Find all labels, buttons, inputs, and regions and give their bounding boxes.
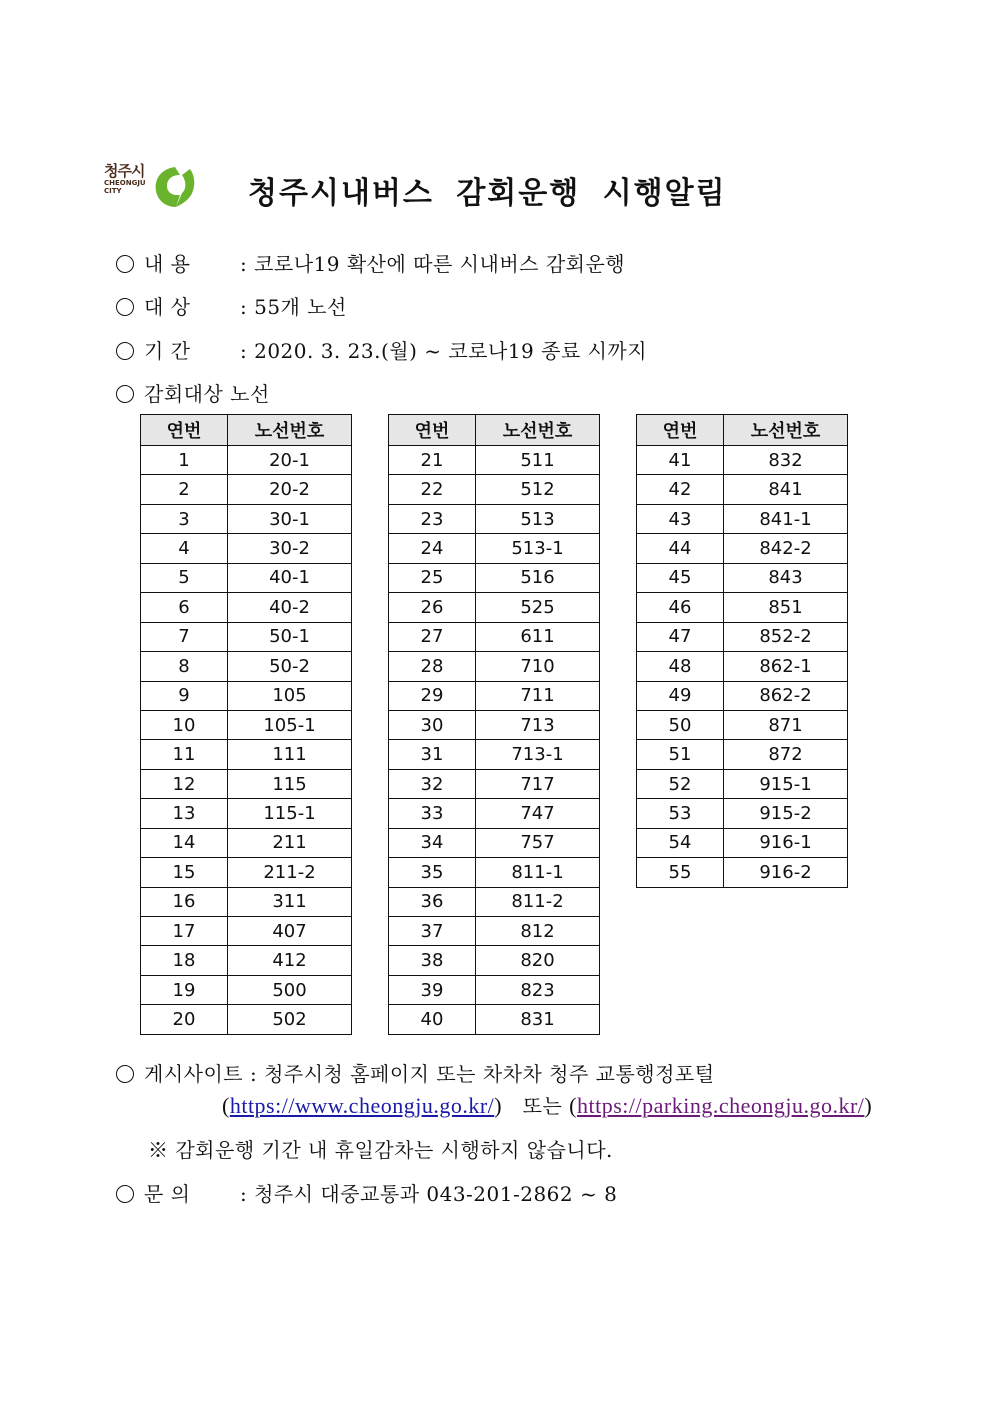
route-seq: 54 — [637, 828, 724, 857]
route-number: 757 — [476, 828, 600, 857]
route-number: 915-2 — [724, 799, 848, 828]
table-row — [637, 652, 848, 681]
table-row — [637, 446, 848, 475]
route-seq: 7 — [141, 622, 228, 651]
route-number: 823 — [476, 975, 600, 1004]
info-label: 대 상 — [144, 295, 191, 319]
route-number: 40-1 — [228, 563, 352, 592]
route-seq: 34 — [389, 828, 476, 857]
table-row — [389, 534, 600, 563]
route-number: 30-2 — [228, 534, 352, 563]
route-seq: 17 — [141, 917, 228, 946]
table-row — [637, 858, 848, 887]
route-seq: 32 — [389, 769, 476, 798]
header-route: 노선번호 — [228, 415, 352, 446]
table-row — [141, 710, 352, 739]
table-row — [141, 946, 352, 975]
route-number: 30-1 — [228, 504, 352, 533]
page-title: 청주시내버스 감회운행 시행알림 — [248, 176, 727, 211]
route-seq: 52 — [637, 769, 724, 798]
route-seq: 40 — [389, 1005, 476, 1034]
route-seq: 9 — [141, 681, 228, 710]
table-row — [637, 534, 848, 563]
route-number: 811-1 — [476, 858, 600, 887]
parking-portal-link[interactable]: https://parking.cheongju.go.kr/ — [577, 1093, 865, 1118]
route-number: 747 — [476, 799, 600, 828]
route-seq: 51 — [637, 740, 724, 769]
info-line-routes — [116, 378, 270, 407]
info-value: : 2020. 3. 23.(월) ~ 코로나19 종료 시까지 — [240, 339, 648, 363]
route-seq: 21 — [389, 446, 476, 475]
table-row — [141, 475, 352, 504]
bullet-circle-icon — [116, 385, 134, 403]
info-label: 기 간 — [144, 339, 191, 363]
route-number: 502 — [228, 1005, 352, 1034]
route-number: 111 — [228, 740, 352, 769]
route-seq: 26 — [389, 593, 476, 622]
route-seq: 15 — [141, 858, 228, 887]
route-seq: 55 — [637, 858, 724, 887]
table-row — [389, 681, 600, 710]
table-row — [141, 681, 352, 710]
route-seq: 16 — [141, 887, 228, 916]
table-row — [389, 446, 600, 475]
contact-value: : 청주시 대중교통과 043-201-2862 ~ 8 — [240, 1182, 618, 1206]
logo-korean-text: 청주시 — [104, 162, 145, 180]
route-number: 872 — [724, 740, 848, 769]
table-row — [389, 475, 600, 504]
table-row — [141, 828, 352, 857]
logo-english-text-2: CITY — [104, 187, 122, 195]
route-seq: 37 — [389, 917, 476, 946]
table-header-row — [637, 415, 848, 446]
bullet-circle-icon — [116, 1065, 134, 1083]
route-seq: 35 — [389, 858, 476, 887]
route-seq: 30 — [389, 710, 476, 739]
route-seq: 23 — [389, 504, 476, 533]
posting-value: : 청주시청 홈페이지 또는 차차차 청주 교통행정포털 — [249, 1062, 715, 1086]
route-seq: 31 — [389, 740, 476, 769]
table-row — [141, 917, 352, 946]
route-seq: 10 — [141, 710, 228, 739]
table-row — [637, 769, 848, 798]
table-row — [389, 887, 600, 916]
note-text: ※ 감회운행 기간 내 휴일감차는 시행하지 않습니다. — [148, 1138, 613, 1162]
table-row — [141, 740, 352, 769]
table-row — [389, 710, 600, 739]
table-row — [389, 652, 600, 681]
table-row — [141, 622, 352, 651]
route-number: 512 — [476, 475, 600, 504]
route-seq: 8 — [141, 652, 228, 681]
route-seq: 25 — [389, 563, 476, 592]
route-number: 916-1 — [724, 828, 848, 857]
posting-label: 게시사이트 — [144, 1062, 244, 1086]
info-line-target — [116, 291, 347, 320]
table-row — [637, 681, 848, 710]
route-number: 115 — [228, 769, 352, 798]
route-number: 843 — [724, 563, 848, 592]
route-seq: 44 — [637, 534, 724, 563]
route-number: 916-2 — [724, 858, 848, 887]
route-seq: 43 — [637, 504, 724, 533]
cheongju-logo — [104, 163, 198, 211]
route-number: 50-1 — [228, 622, 352, 651]
table-row — [637, 710, 848, 739]
table-row — [637, 622, 848, 651]
table-row — [389, 828, 600, 857]
route-seq: 19 — [141, 975, 228, 1004]
route-seq: 20 — [141, 1005, 228, 1034]
route-seq: 13 — [141, 799, 228, 828]
route-seq: 41 — [637, 446, 724, 475]
route-seq: 14 — [141, 828, 228, 857]
table-row — [141, 858, 352, 887]
table-row — [389, 975, 600, 1004]
route-number: 841 — [724, 475, 848, 504]
route-number: 40-2 — [228, 593, 352, 622]
route-number: 711 — [476, 681, 600, 710]
or-text: 또는 — [522, 1094, 563, 1118]
route-seq: 11 — [141, 740, 228, 769]
route-number: 717 — [476, 769, 600, 798]
route-number: 525 — [476, 593, 600, 622]
table-row — [389, 593, 600, 622]
header-no: 연번 — [637, 415, 724, 446]
route-number: 611 — [476, 622, 600, 651]
table-row — [141, 593, 352, 622]
posting-urls: (https://www.cheongju.go.kr/) 또는 (https://parking.cheongju.go.kr/) — [222, 1093, 873, 1118]
route-number: 50-2 — [228, 652, 352, 681]
table-row — [141, 769, 352, 798]
table-row — [637, 504, 848, 533]
contact-label: 문 의 — [144, 1182, 191, 1206]
route-number: 500 — [228, 975, 352, 1004]
table-row — [389, 946, 600, 975]
route-number: 412 — [228, 946, 352, 975]
route-seq: 5 — [141, 563, 228, 592]
route-number: 115-1 — [228, 799, 352, 828]
route-seq: 3 — [141, 504, 228, 533]
route-number: 832 — [724, 446, 848, 475]
table-row — [389, 622, 600, 651]
route-number: 516 — [476, 563, 600, 592]
header-no: 연번 — [141, 415, 228, 446]
route-number: 820 — [476, 946, 600, 975]
bullet-circle-icon — [116, 342, 134, 360]
route-number: 105-1 — [228, 710, 352, 739]
route-seq: 18 — [141, 946, 228, 975]
route-number: 852-2 — [724, 622, 848, 651]
info-line-period — [116, 335, 647, 364]
route-seq: 53 — [637, 799, 724, 828]
info-label: 감회대상 노선 — [144, 382, 270, 406]
table-row — [141, 504, 352, 533]
info-value: : 55개 노선 — [240, 295, 347, 319]
table-row — [141, 446, 352, 475]
route-seq: 28 — [389, 652, 476, 681]
table-row — [389, 917, 600, 946]
info-line-contact — [116, 1178, 617, 1207]
table-row — [141, 534, 352, 563]
table-row — [141, 975, 352, 1004]
table-row — [141, 1005, 352, 1034]
route-number: 211 — [228, 828, 352, 857]
bullet-circle-icon — [116, 255, 134, 273]
header-no: 연번 — [389, 415, 476, 446]
route-seq: 12 — [141, 769, 228, 798]
route-number: 851 — [724, 593, 848, 622]
table-row — [141, 799, 352, 828]
route-number: 513 — [476, 504, 600, 533]
header-route: 노선번호 — [724, 415, 848, 446]
table-header-row — [141, 415, 352, 446]
route-seq: 47 — [637, 622, 724, 651]
table-row — [637, 563, 848, 592]
info-line-content — [116, 248, 625, 277]
table-row — [389, 740, 600, 769]
table-row — [141, 563, 352, 592]
table-header-row — [389, 415, 600, 446]
info-value: : 코로나19 확산에 따른 시내버스 감회운행 — [240, 252, 626, 276]
route-seq: 45 — [637, 563, 724, 592]
route-number: 842-2 — [724, 534, 848, 563]
table-row — [637, 740, 848, 769]
route-seq: 6 — [141, 593, 228, 622]
logo-english-text-1: CHEONGJU — [104, 179, 146, 187]
route-table-1 — [140, 414, 352, 1035]
bullet-circle-icon — [116, 1185, 134, 1203]
route-number: 811-2 — [476, 887, 600, 916]
route-number: 710 — [476, 652, 600, 681]
route-seq: 24 — [389, 534, 476, 563]
table-row — [637, 828, 848, 857]
route-number: 812 — [476, 917, 600, 946]
route-number: 20-2 — [228, 475, 352, 504]
table-row — [637, 593, 848, 622]
route-number: 407 — [228, 917, 352, 946]
table-row — [389, 858, 600, 887]
header-route: 노선번호 — [476, 415, 600, 446]
table-row — [389, 799, 600, 828]
route-seq: 4 — [141, 534, 228, 563]
table-row — [389, 563, 600, 592]
table-row — [389, 769, 600, 798]
route-number: 513-1 — [476, 534, 600, 563]
table-row — [389, 1005, 600, 1034]
route-seq: 22 — [389, 475, 476, 504]
route-number: 862-2 — [724, 681, 848, 710]
route-seq: 29 — [389, 681, 476, 710]
table-row — [389, 504, 600, 533]
table-row — [141, 887, 352, 916]
route-number: 915-1 — [724, 769, 848, 798]
route-number: 511 — [476, 446, 600, 475]
route-number: 862-1 — [724, 652, 848, 681]
route-seq: 48 — [637, 652, 724, 681]
route-seq: 42 — [637, 475, 724, 504]
route-number: 311 — [228, 887, 352, 916]
table-row — [141, 652, 352, 681]
route-number: 105 — [228, 681, 352, 710]
route-number: 831 — [476, 1005, 600, 1034]
route-number: 211-2 — [228, 858, 352, 887]
route-seq: 50 — [637, 710, 724, 739]
route-number: 871 — [724, 710, 848, 739]
route-seq: 33 — [389, 799, 476, 828]
route-seq: 46 — [637, 593, 724, 622]
route-seq: 39 — [389, 975, 476, 1004]
route-seq: 2 — [141, 475, 228, 504]
info-label: 내 용 — [144, 252, 191, 276]
route-table-2 — [388, 414, 600, 1035]
route-number: 841-1 — [724, 504, 848, 533]
route-number: 20-1 — [228, 446, 352, 475]
route-table-3 — [636, 414, 848, 888]
cheongju-homepage-link[interactable]: https://www.cheongju.go.kr/ — [229, 1093, 495, 1118]
route-seq: 36 — [389, 887, 476, 916]
table-row — [637, 475, 848, 504]
route-seq: 1 — [141, 446, 228, 475]
bullet-circle-icon — [116, 298, 134, 316]
route-number: 713-1 — [476, 740, 600, 769]
leaf-emblem-icon — [152, 165, 198, 209]
route-number: 713 — [476, 710, 600, 739]
route-seq: 38 — [389, 946, 476, 975]
table-row — [637, 799, 848, 828]
route-seq: 49 — [637, 681, 724, 710]
info-line-posting — [116, 1058, 715, 1087]
route-seq: 27 — [389, 622, 476, 651]
